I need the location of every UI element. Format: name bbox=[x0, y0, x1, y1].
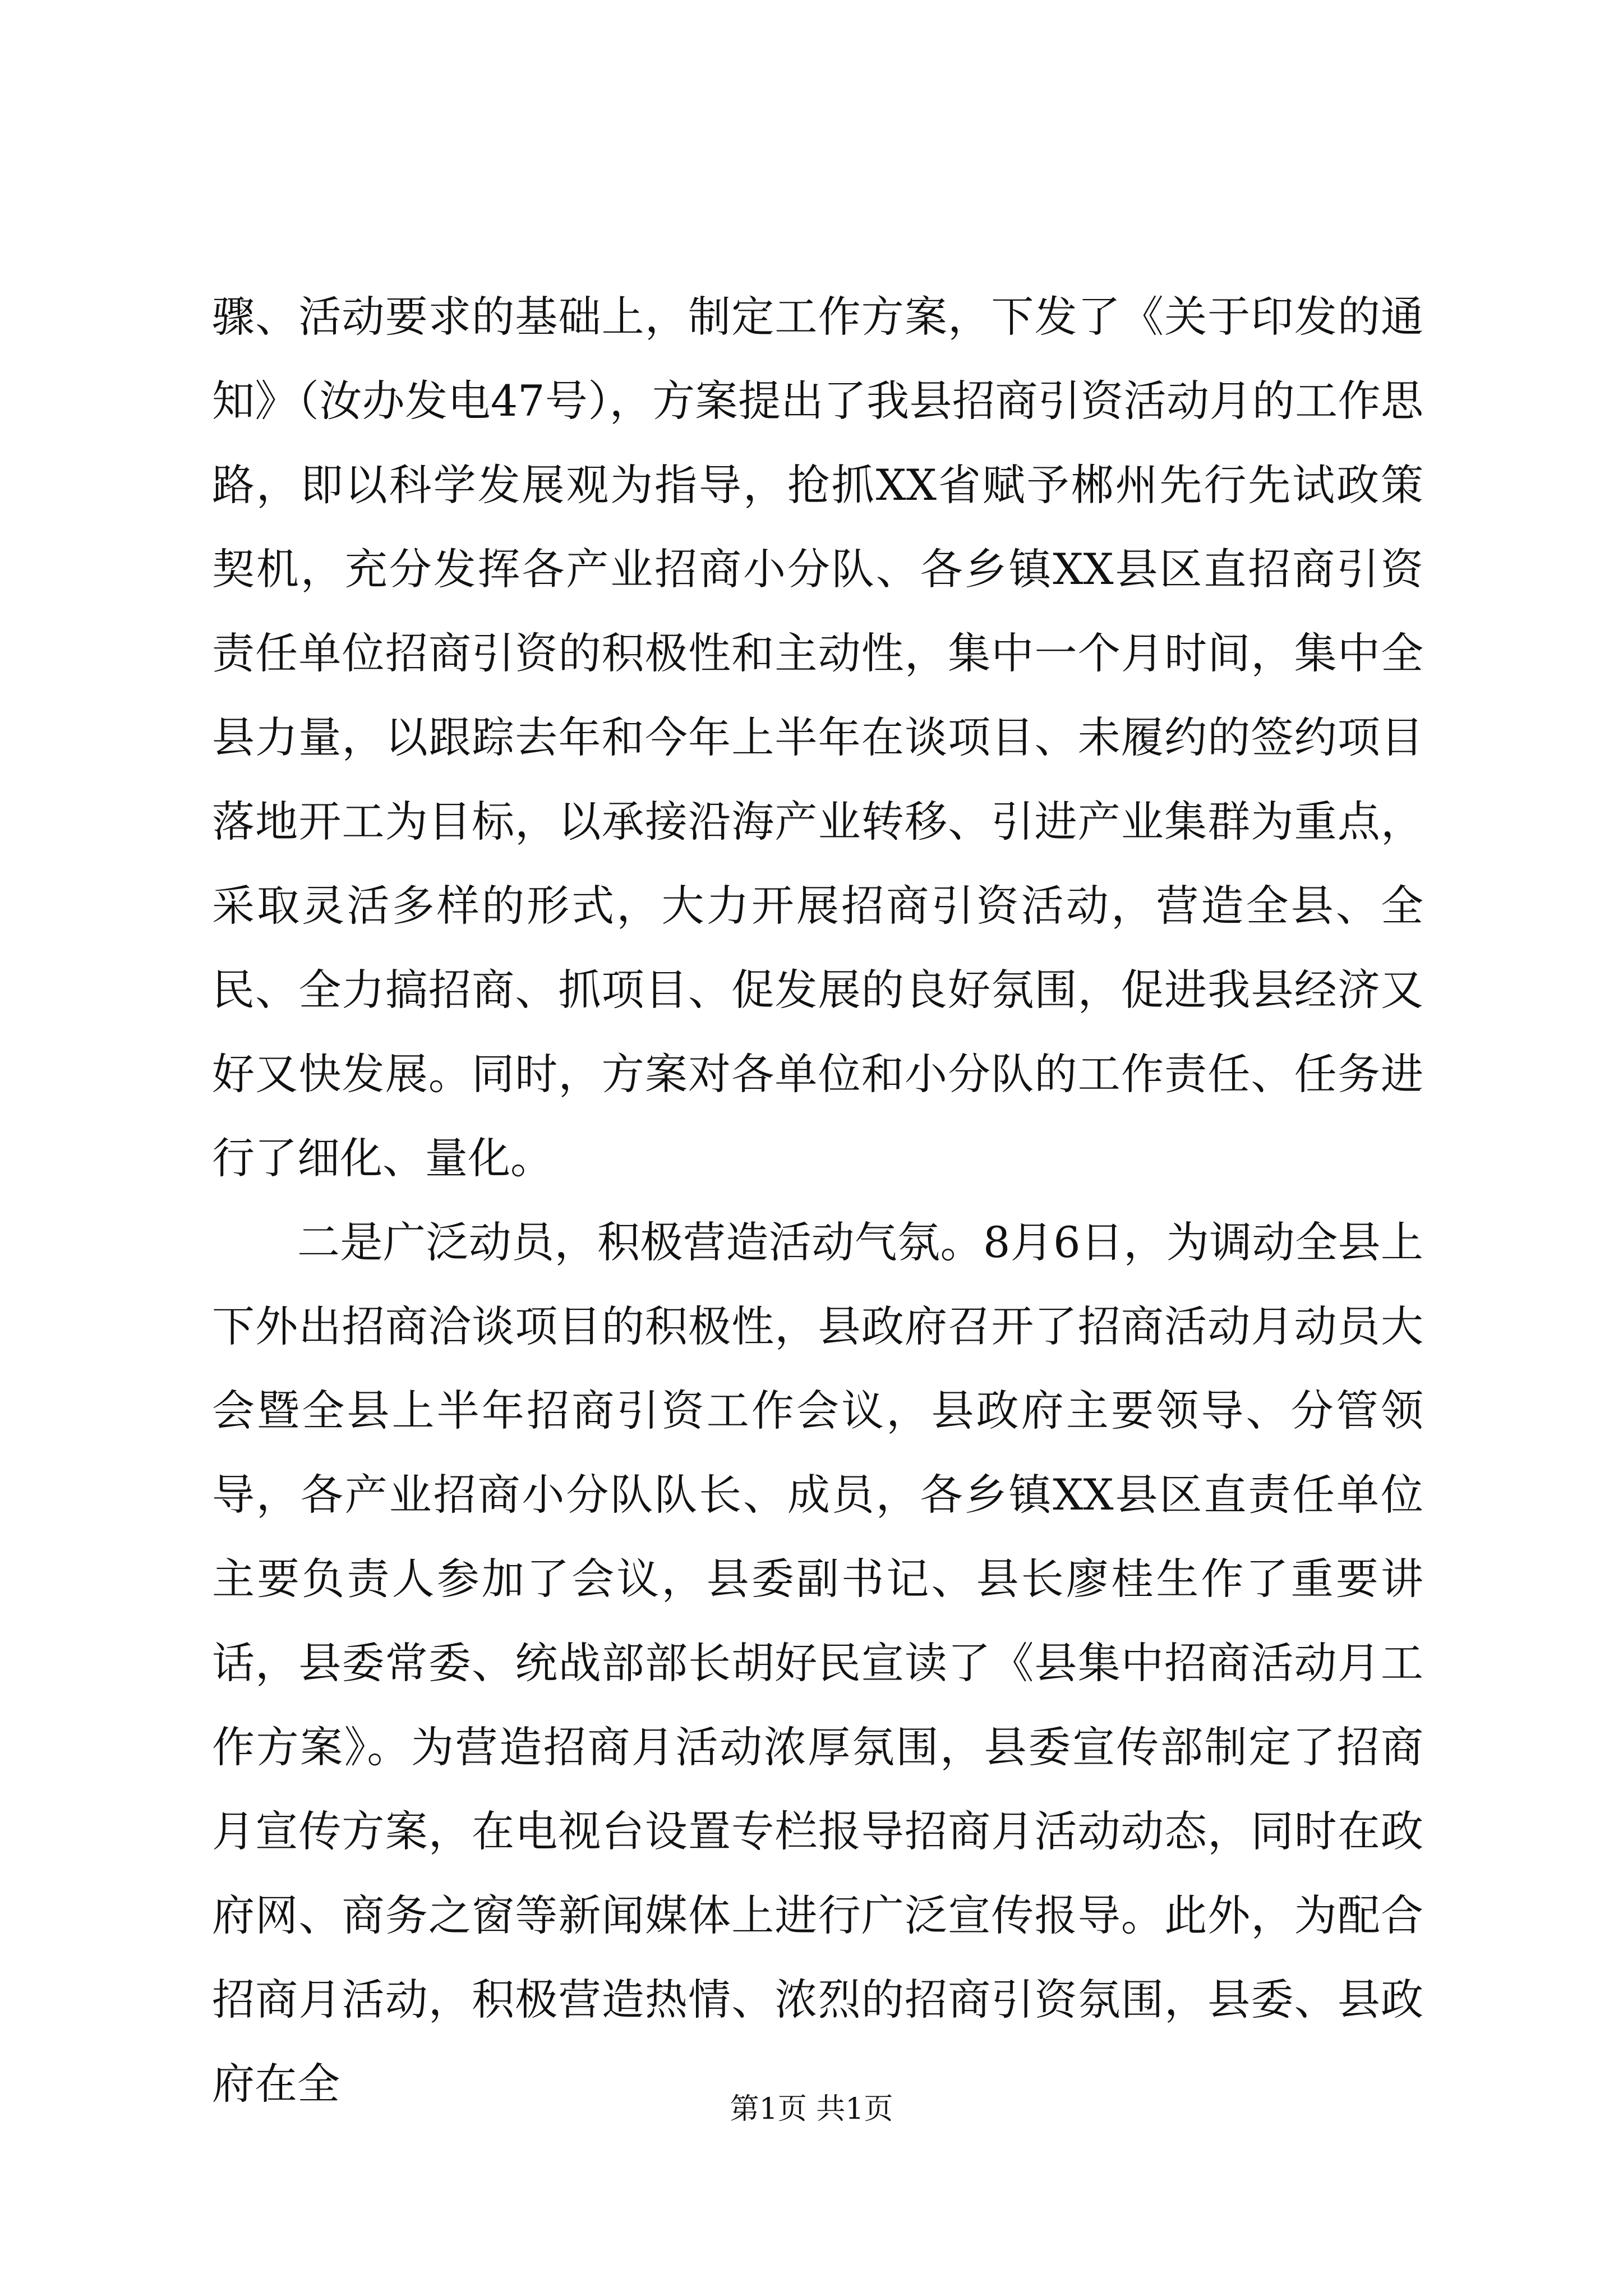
page-number: 第1页 共1页 bbox=[730, 2092, 893, 2126]
document-body bbox=[212, 275, 1423, 2126]
paragraph-continuation: 骤、活动要求的基础上，制定工作方案，下发了《关于印发的通知》（汝办发电47号），方案提出了我县招商引资活动月的工作思路，即以科学发展观为指导，抢抓XX省赋予郴州先行先试政策契机，充分发挥各产业招商小分队、各乡镇XX县区直招商引资责任单位招商引资的积极性和主动性，集中一个月时间，集中全县力量，以跟踪去年和今年上半年在谈项目、未履约的签约项目落地开工为目标，以承接沿海产业转移、引进产业集群为重点，采取灵活多样的形式，大力开展招商引资活动，营造全县、全民、全力搞招商、抓项目、促发展的良好氛围，促进我县经济又好又快发展。同时，方案对各单位和小分队的工作责任、任务进行了细化、量化。 bbox=[212, 292, 1423, 1183]
page-footer bbox=[0, 2090, 1623, 2129]
paragraph-mobilization: 二是广泛动员，积极营造活动气氛。8月6日，为调动全县上下外出招商洽谈项目的积极性，县政府召开了招商活动月动员大会暨全县上半年招商引资工作会议，县政府主要领导、分管领导，各产业招商小分队队长、成员，各乡镇XX县区直责任单位主要负责人参加了会议，县委副书记、县长廖桂生作了重要讲话，县委常委、统战部部长胡好民宣读了《县集中招商活动月工作方案》。为营造招商月活动浓厚氛围，县委宣传部制定了招商月宣传方案，在电视台设置专栏报导招商月活动动态，同时在政府网、商务之窗等新闻媒体上进行广泛宣传报导。此外，为配合招商月活动，积极营造热情、浓烈的招商引资氛围，县委、县政府在全 bbox=[212, 1217, 1423, 2109]
